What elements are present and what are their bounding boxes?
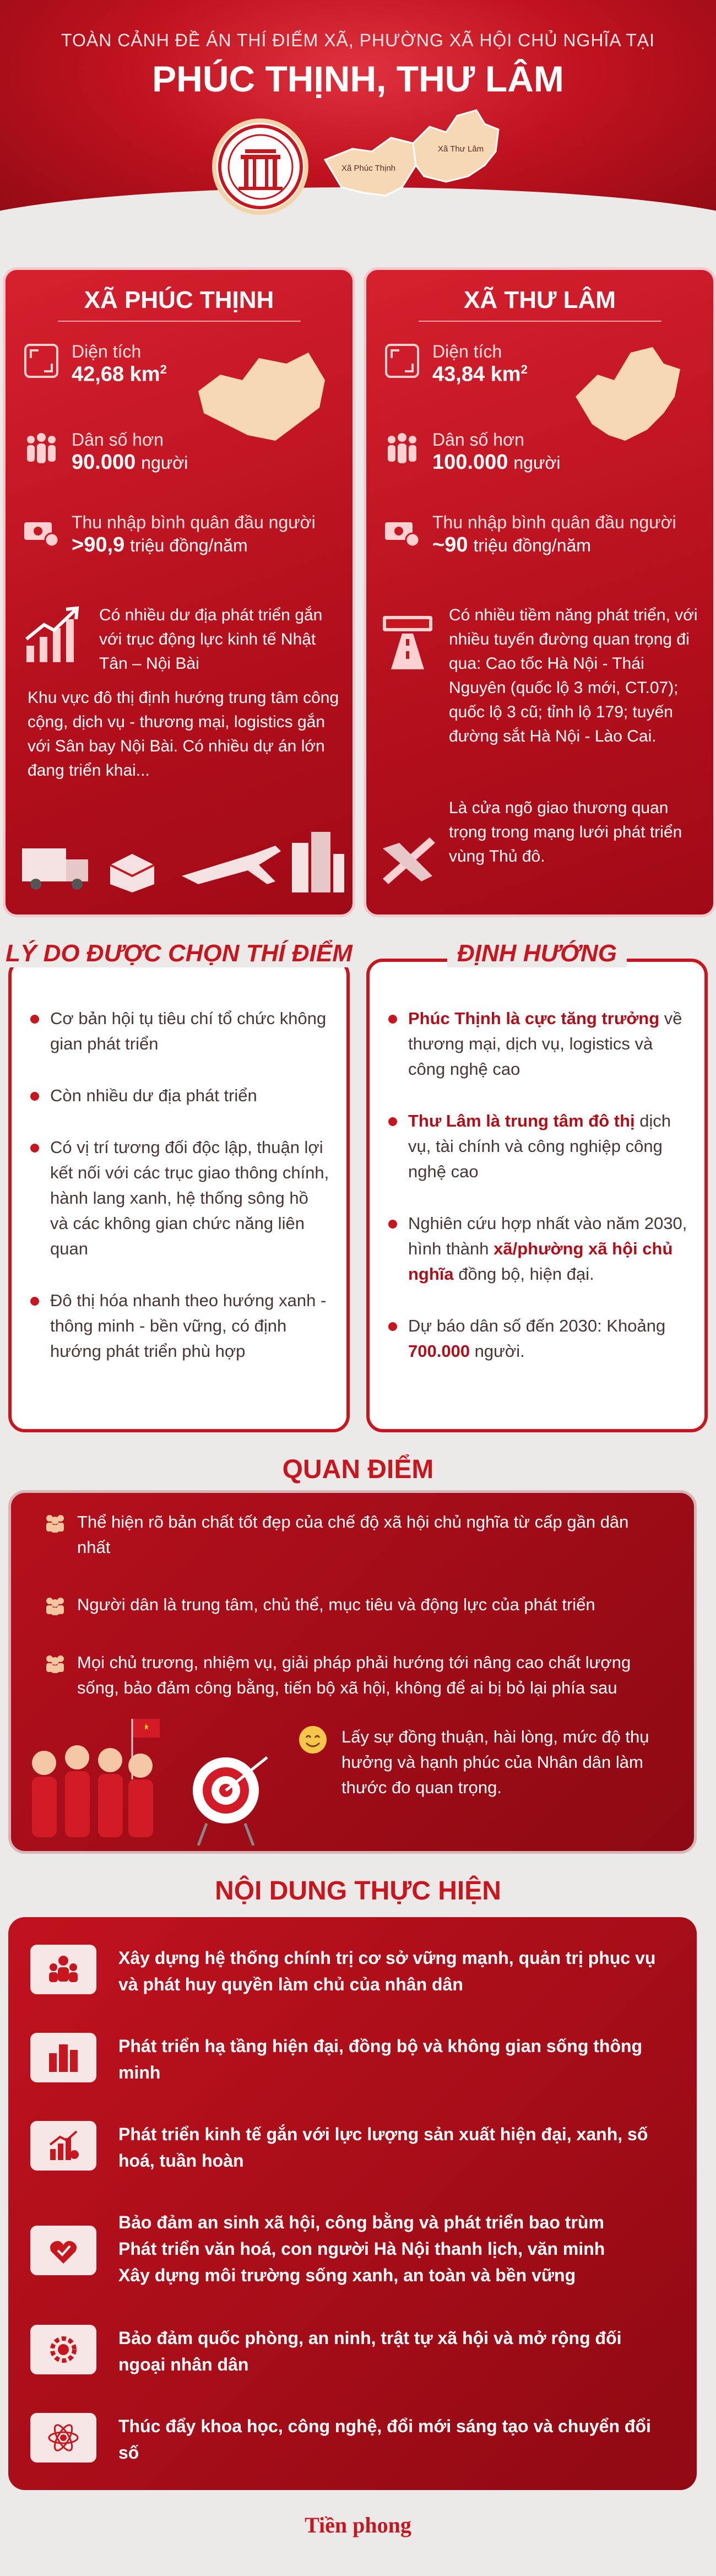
- list-item: Còn nhiều dư địa phát triển: [28, 1083, 330, 1108]
- list-item: Cơ bản hội tụ tiêu chí tổ chức không gian phát triển: [28, 1006, 330, 1057]
- list-item: Nghiên cứu hợp nhất vào năm 2030, hình thành xã/phường xã hội chủ nghĩa đồng bộ, hiện đại.: [386, 1211, 688, 1287]
- people-group-icon: [44, 1653, 66, 1673]
- community-icon: [47, 1953, 80, 1986]
- reasons-title: LÝ DO ĐƯỢC CHỌN THÍ ĐIỂM: [0, 940, 362, 967]
- area-value: 43,84 $km^2$: [432, 362, 528, 386]
- income-value: ~90 triệu đồng/năm: [432, 533, 591, 556]
- city-buildings-icon: [47, 2041, 80, 2074]
- people-celebrating-illustration-icon: [22, 1713, 281, 1846]
- economy-growth-icon: [47, 2129, 80, 2162]
- people-icon: [22, 430, 61, 468]
- content-text: Bảo đảm quốc phòng, an ninh, trật tự xã hội và mở rộng đối ngoại nhân dân: [118, 2328, 622, 2374]
- area-label: Diện tích: [432, 342, 502, 361]
- income-value: >90,9 triệu đồng/năm: [72, 533, 248, 556]
- thu-lam-card: [364, 267, 716, 917]
- area-icon: [383, 342, 421, 380]
- growth-chart-icon: [22, 606, 83, 667]
- content-text: Xây dựng hệ thống chính trị cơ sở vững mạnh, quản trị phục vụ và phát huy quyền làm chủ của nhân dân: [118, 1948, 656, 1994]
- phuc-thinh-map-icon: [193, 342, 330, 446]
- thu-lam-map-icon: [554, 342, 691, 446]
- content-text: Thúc đẩy khoa học, công nghệ, đổi mới sáng tạo và chuyển đổi số: [118, 2416, 651, 2463]
- money-icon: [22, 512, 61, 551]
- header-title: PHÚC THỊNH, THƯ LÂM: [152, 58, 564, 99]
- content-icon-box: [30, 2413, 96, 2463]
- content-title: NỘI DUNG THỰC HIỆN: [215, 1876, 501, 1906]
- income-label: Thu nhập bình quân đầu người: [72, 512, 316, 532]
- science-atom-icon: [47, 2421, 80, 2454]
- content-text: Phát triển hạ tầng hiện đại, đồng bộ và không gian sống thông minh: [118, 2036, 643, 2082]
- tienphong-logo: Tiền phong: [305, 2513, 411, 2537]
- logistics-illustration-icon: [17, 821, 347, 898]
- road-icon: [377, 611, 438, 672]
- people-group-icon: [44, 1595, 66, 1615]
- social-care-icon: [47, 2234, 80, 2267]
- smiley-icon: [297, 1724, 328, 1755]
- viewpoint-title: QUAN ĐIỂM: [282, 1455, 434, 1484]
- population-label: Dân số hơn: [432, 430, 524, 450]
- money-icon: [383, 512, 421, 551]
- reasons-box: [6, 940, 352, 1432]
- viewpoint-last-item: Lấy sự đồng thuận, hài lòng, mức độ thụ hưởng và hạnh phúc của Nhân dân làm thước đo quan trọng.: [297, 1724, 672, 1800]
- phuc-thinh-dev-text: Có nhiều dư địa phát triển gắn với trục động lực kinh tế Nhật Tân – Nội Bài: [99, 606, 323, 673]
- list-item: Có vị trí tương đối độc lập, thuận lợi kết nối với các trục giao thông chính, hành lang xanh, hệ thống sông hồ và các không gian chức năng liên quan: [28, 1135, 330, 1262]
- content-icon-box: [30, 1945, 96, 1994]
- map-label-phuc-thinh: Xã Phúc Thịnh: [341, 164, 396, 173]
- list-item: Thư Lâm là trung tâm đô thị dịch vụ, tài chính và công nghiệp công nghệ cao: [386, 1108, 688, 1184]
- content-box: [8, 1917, 697, 2490]
- content-icon-box: [30, 2325, 96, 2374]
- content-icon-box: [30, 2121, 96, 2171]
- content-icon-box: [30, 2226, 96, 2275]
- orientation-list: [386, 1006, 688, 1390]
- area-icon: [22, 342, 61, 380]
- hanoi-emblem-icon: [212, 118, 308, 215]
- phuc-thinh-title: XÃ PHÚC THỊNH: [6, 286, 352, 322]
- viewpoint-box: [8, 1490, 697, 1854]
- population-value: 90.000 người: [72, 451, 188, 474]
- content-text: Bảo đảm an sinh xã hội, công bằng và phát triển bao trùm Phát triển văn hoá, con người Hà Nội thanh lịch, văn minh Xây dựng môi trường sống xanh, an toàn và bền vững: [118, 2212, 605, 2285]
- thu-lam-gate-text: Là cửa ngõ giao thương quan trọng trong mạng lưới phát triển vùng Thủ đô.: [449, 799, 682, 865]
- thu-lam-title: XÃ THƯ LÂM: [366, 286, 713, 322]
- income-label: Thu nhập bình quân đầu người: [432, 512, 676, 532]
- map-label-thu-lam: Xã Thư Lâm: [438, 144, 484, 154]
- people-icon: [383, 430, 421, 468]
- orientation-title: ĐỊNH HƯỚNG: [447, 940, 627, 967]
- orientation-box: [366, 940, 708, 1432]
- content-item: [30, 2209, 664, 2292]
- population-label: Dân số hơn: [72, 430, 164, 450]
- viewpoint-item: Thể hiện rõ bản chất tốt đẹp của chế độ xã hội chủ nghĩa từ cấp gần dân nhất: [44, 1509, 661, 1560]
- phuc-thinh-card: [3, 267, 355, 917]
- population-value: 100.000 người: [432, 451, 561, 474]
- list-item: Phúc Thịnh là cực tăng trưởng về thương mại, dịch vụ, logistics và công nghệ cao: [386, 1006, 688, 1082]
- security-gear-icon: [47, 2333, 80, 2366]
- header-subtitle: TOÀN CẢNH ĐỀ ÁN THÍ ĐIỂM XÃ, PHƯỜNG XÃ HỘI CHỦ NGHĨA TẠI: [61, 30, 655, 50]
- thu-lam-road-text: Có nhiều tiềm năng phát triển, với nhiều tuyến đường quan trọng đi qua: Cao tốc Hà Nội - Thái Nguyên (quốc lộ 3 mới, CT.07); quốc lộ 3 cũ; tỉnh lộ 179; tuyến đường sắt Hà Nội - Lào Cai.: [449, 606, 698, 745]
- area-value: 42,68 $km^2$: [72, 362, 167, 386]
- content-text: Phát triển kinh tế gắn với lực lượng sản xuất hiện đại, xanh, số hoá, tuần hoàn: [118, 2124, 648, 2171]
- phuc-thinh-area-text: Khu vực đô thị định hướng trung tâm công cộng, dịch vụ - thương mại, logistics gắn với Sân bay Nội Bài. Có nhiều dự án lớn đang triển khai...: [28, 689, 339, 780]
- viewpoint-item: Mọi chủ trương, nhiệm vụ, giải pháp phải hướng tới nâng cao chất lượng sống, bảo đảm công bằng, tiến bộ xã hội, không để ai bị bỏ lại phía sau: [44, 1650, 661, 1701]
- area-label: Diện tích: [72, 342, 142, 361]
- reasons-list: [28, 1006, 330, 1390]
- crossroad-icon: [377, 826, 438, 887]
- combined-map-icon: [319, 99, 507, 220]
- list-item: Đô thị hóa nhanh theo hướng xanh - thông minh - bền vững, có định hướng phát triển phù hợp: [28, 1288, 330, 1364]
- list-item: Dự báo dân số đến 2030: Khoảng 700.000 người.: [386, 1313, 688, 1364]
- people-group-icon: [44, 1513, 66, 1533]
- content-icon-box: [30, 2033, 96, 2082]
- viewpoint-item: Người dân là trung tâm, chủ thể, mục tiêu và động lực của phát triển: [44, 1592, 661, 1617]
